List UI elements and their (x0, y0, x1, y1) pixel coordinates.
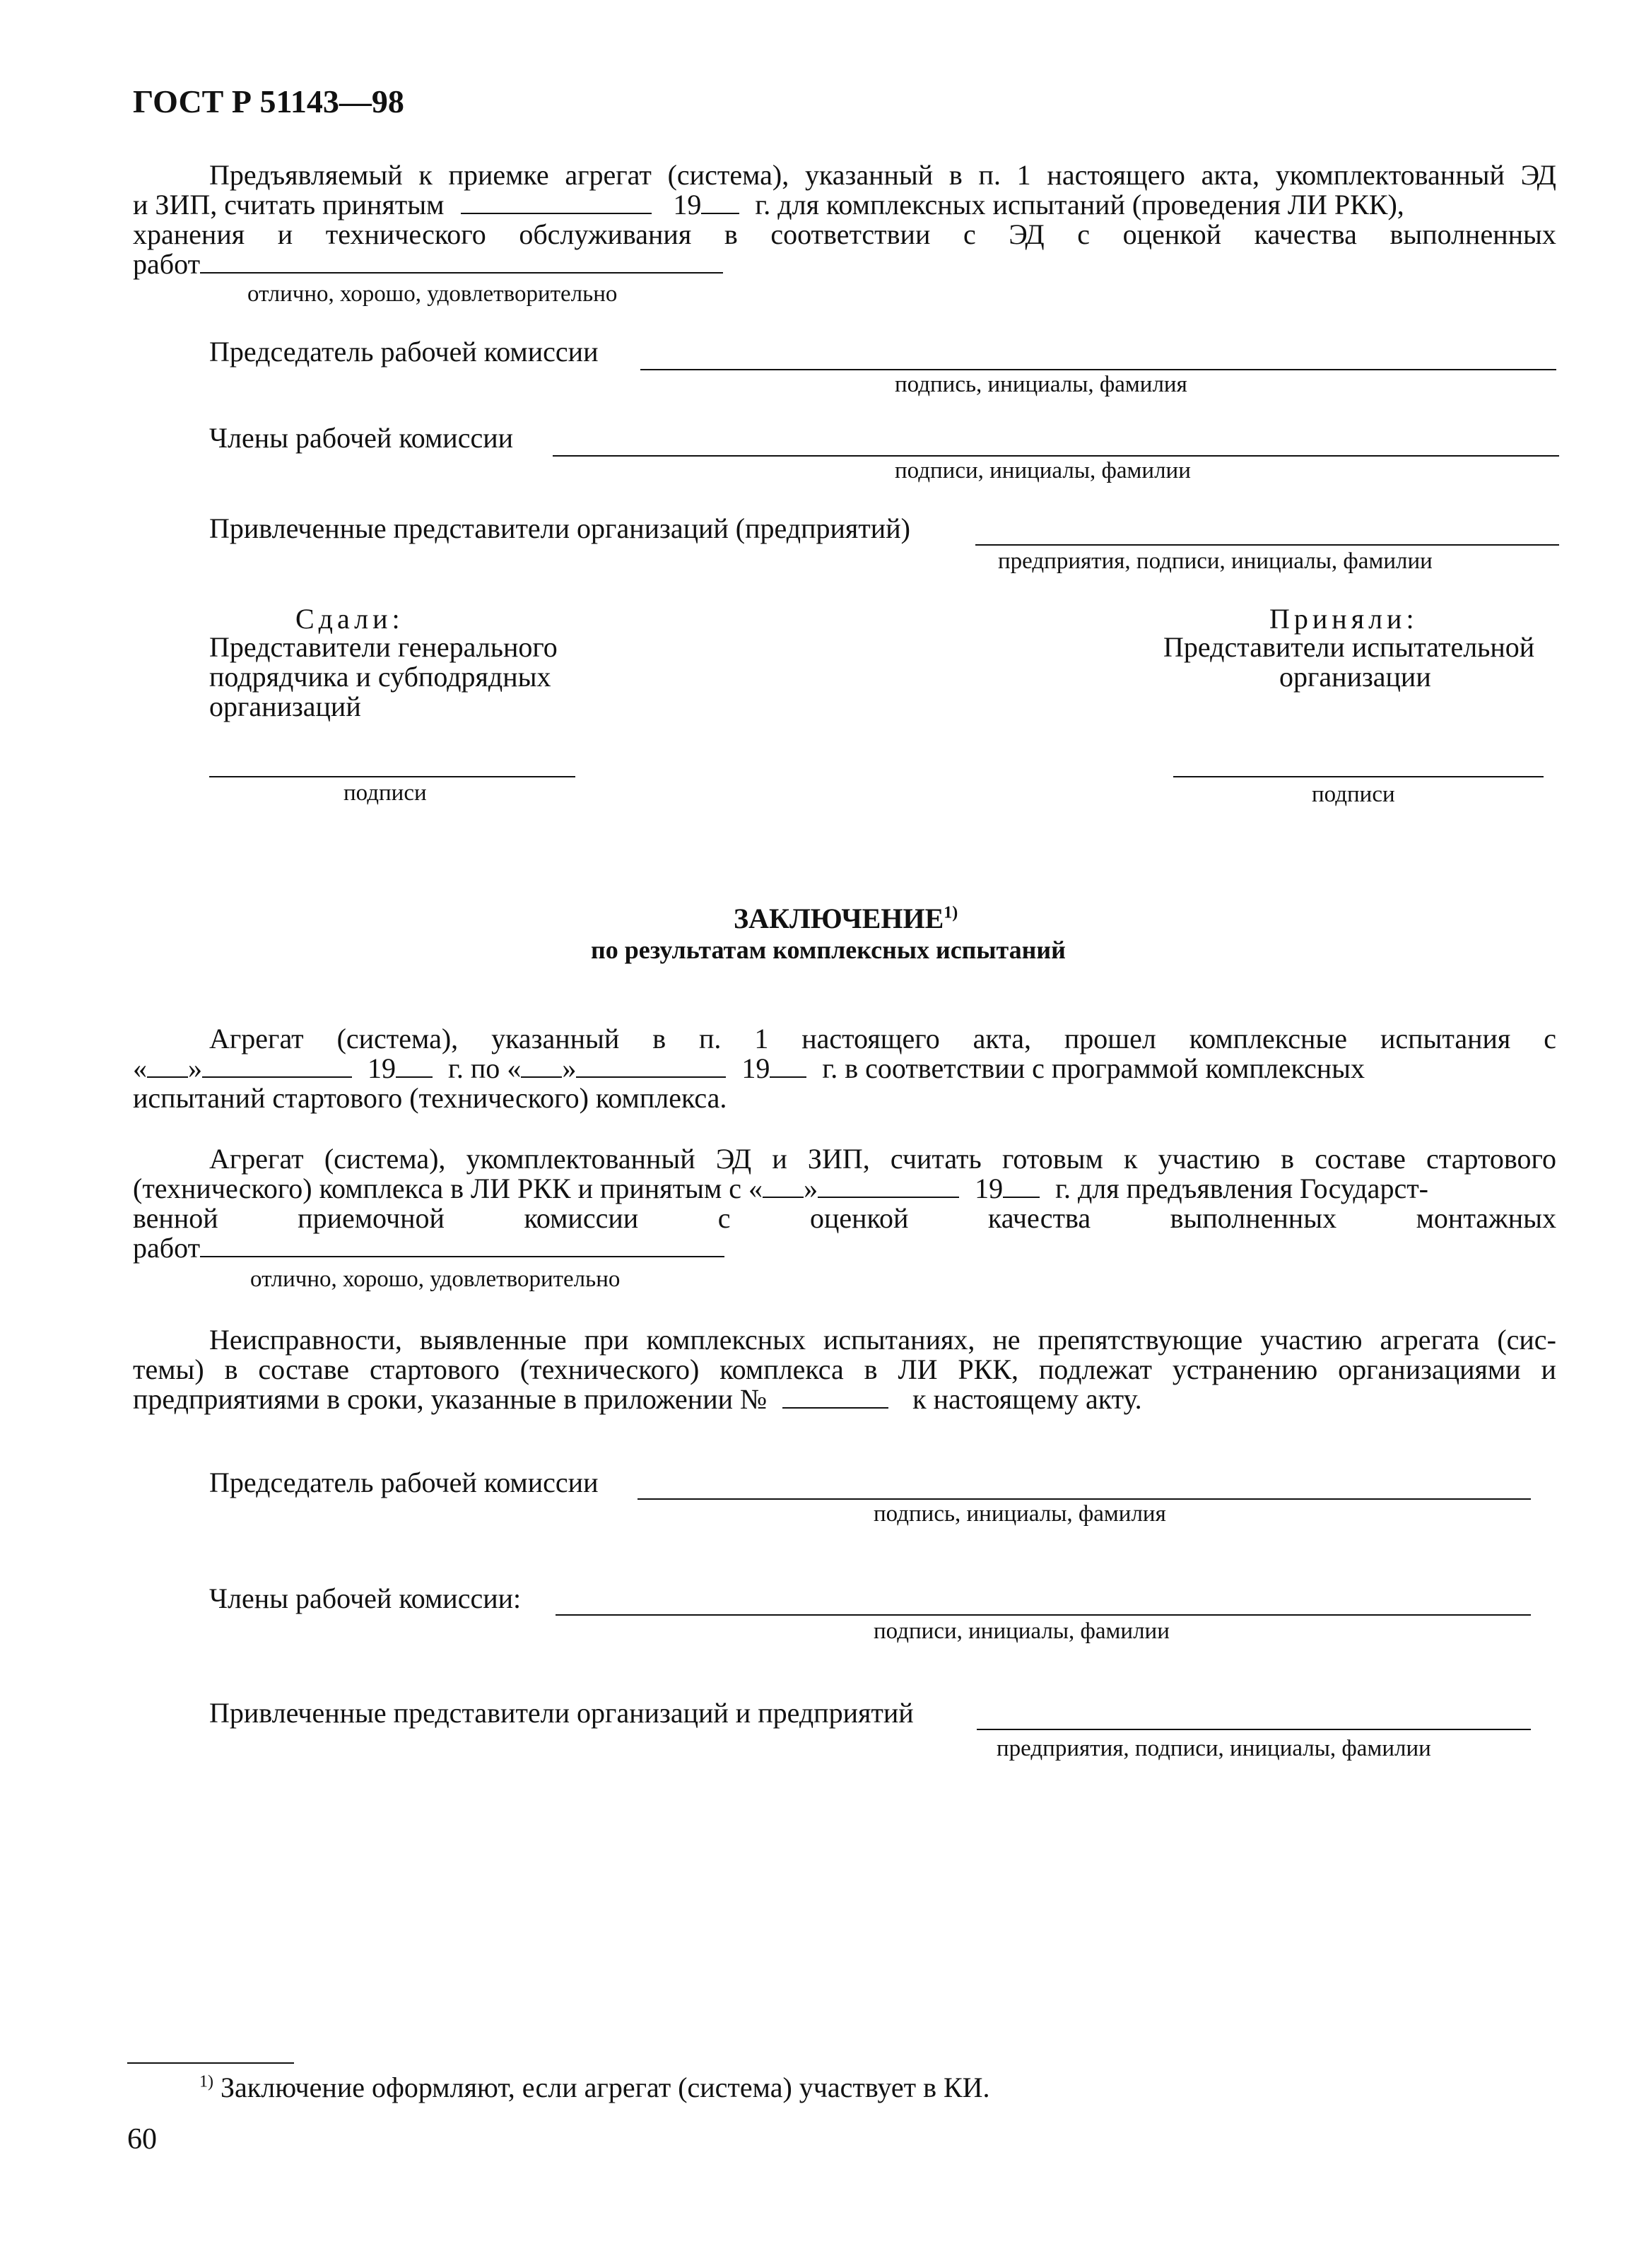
accept-l2c: г. для комплексных испытаний (проведения ЛИ РКК), (755, 189, 1404, 221)
word: подлежат (1038, 1353, 1153, 1385)
month-blank-1[interactable] (202, 1054, 352, 1078)
reps-label: Привлеченные представители организаций (предприятий) (209, 512, 910, 544)
conclusion-title-note: 1) (944, 903, 958, 922)
grade-blank[interactable] (200, 249, 723, 274)
word: стартового (1426, 1143, 1556, 1175)
po-text: г. по (448, 1052, 500, 1084)
conclusion-grade-caption: отлично, хорошо, удовлетворительно (250, 1267, 621, 1292)
word: акта, (973, 1023, 1031, 1054)
conclusion-p1-line-1 (209, 1023, 1556, 1054)
word: оценкой (1122, 218, 1222, 250)
word: и (772, 1143, 787, 1175)
grade-blank-2[interactable] (200, 1233, 724, 1257)
word: и (1541, 1353, 1556, 1385)
word: комплекса (719, 1353, 844, 1385)
reps-caption: предприятия, подписи, инициалы, фамилии (998, 548, 1433, 574)
word: указанный (491, 1023, 620, 1054)
year-prefix-2: 19 (741, 1052, 770, 1084)
conclusion-chair-label: Председатель рабочей комиссии (209, 1467, 599, 1498)
month-blank-3[interactable] (818, 1174, 959, 1198)
year-blank-1[interactable] (396, 1054, 433, 1078)
word: п. (978, 159, 1001, 191)
month-blank-2[interactable] (576, 1054, 726, 1078)
word: считать (890, 1143, 982, 1175)
p2-l2-b: » (804, 1173, 818, 1204)
word: выявленные (419, 1324, 567, 1356)
reps-signature-line[interactable] (975, 544, 1559, 546)
word: настоящего (801, 1023, 940, 1054)
members-signature-line[interactable] (553, 455, 1559, 457)
conclusion-reps-label: Привлеченные представители организаций и предприятий (209, 1697, 914, 1729)
conclusion-members-signature-line[interactable] (556, 1614, 1531, 1616)
word: (система), (336, 1023, 459, 1054)
word: в (724, 218, 738, 250)
footnote-separator (127, 2062, 294, 2064)
word: 1 (754, 1023, 769, 1054)
word: венной (133, 1202, 218, 1234)
accept-line-1 (209, 160, 1556, 191)
page-number: 60 (127, 2123, 157, 2156)
word: агрегат (565, 159, 652, 191)
word: хранения (133, 218, 245, 250)
conclusion-reps-signature-line[interactable] (977, 1729, 1531, 1730)
p2-l2-a: (технического) комплекса в ЛИ РКК и принятым с « (133, 1173, 763, 1204)
word: стартового (369, 1353, 500, 1385)
conclusion-members-label: Члены рабочей комиссии: (209, 1582, 522, 1614)
word: оценкой (809, 1202, 909, 1234)
conclusion-p3-line-3 (133, 1384, 1142, 1415)
year-blank-3[interactable] (1003, 1174, 1040, 1198)
p2-l4: работ (133, 1232, 201, 1264)
word: соответствии (770, 218, 931, 250)
word: испытаниях, (823, 1324, 975, 1356)
word: с (963, 218, 976, 250)
day-blank-3[interactable] (763, 1174, 804, 1198)
word: в (1281, 1143, 1295, 1175)
word: к (1124, 1143, 1138, 1175)
appendix-number-blank[interactable] (782, 1385, 888, 1409)
word: в (652, 1023, 666, 1054)
grade-caption: отлично, хорошо, удовлетворительно (247, 281, 618, 307)
word: качества (1254, 218, 1357, 250)
word: укомплектованный (466, 1143, 695, 1175)
date-blank[interactable] (461, 190, 652, 214)
conclusion-p2-line-3 (133, 1203, 1556, 1234)
word: 1 (1016, 159, 1031, 191)
word: Агрегат (209, 1143, 304, 1175)
word: ЛИ (898, 1353, 938, 1385)
chair-signature-line[interactable] (640, 369, 1556, 370)
word: качества (987, 1202, 1091, 1234)
p3-l3-a: предприятиями в сроки, указанные в приложении № (133, 1383, 768, 1415)
word: выполненных (1389, 218, 1556, 250)
word: Предъявляемый (209, 159, 403, 191)
word: Неисправности, (209, 1324, 402, 1356)
year-prefix-1: 19 (368, 1052, 396, 1084)
word: агрегата (1380, 1324, 1480, 1356)
handover-left-line-3: организаций (209, 691, 361, 722)
handover-right-caption: подписи (1312, 782, 1395, 807)
members-label: Члены рабочей комиссии (209, 422, 514, 454)
word: приемке (448, 159, 549, 191)
handover-left-line-1: Представители генерального (209, 631, 558, 663)
accept-l4: работ (133, 248, 201, 280)
handover-left-line-2: подрядчика и субподрядных (209, 661, 551, 693)
conclusion-p2-line-2 (133, 1173, 1428, 1204)
conclusion-reps-caption: предприятия, подписи, инициалы, фамилии (997, 1736, 1431, 1761)
word: технического (325, 218, 486, 250)
word: прошел (1064, 1023, 1156, 1054)
word: с (717, 1202, 731, 1234)
word: ЭД (715, 1143, 752, 1175)
word: (система), (667, 159, 789, 191)
conclusion-p2-line-1 (209, 1144, 1556, 1175)
quote-open-2: « (507, 1052, 522, 1084)
word: настоящего (1047, 159, 1185, 191)
conclusion-p2-line-4 (133, 1233, 724, 1264)
conclusion-p3-line-2 (133, 1354, 1556, 1385)
quote-close: » (188, 1052, 202, 1084)
word: при (584, 1324, 629, 1356)
word: укомплектованный (1275, 159, 1505, 191)
word: (система), (324, 1143, 446, 1175)
quote-open: « (133, 1052, 147, 1084)
word: с (1544, 1023, 1556, 1054)
word: участию (1260, 1324, 1363, 1356)
word: приемочной (298, 1202, 445, 1234)
footnote-mark: 1) (199, 2072, 213, 2091)
footnote (199, 2072, 990, 2103)
word: обслуживания (519, 218, 692, 250)
word: и (277, 218, 293, 250)
word: комплексные (1189, 1023, 1348, 1054)
word: в (224, 1353, 238, 1385)
word: организациями (1338, 1353, 1521, 1385)
word: (технического) (519, 1353, 700, 1385)
members-caption: подписи, инициалы, фамилии (895, 458, 1191, 483)
day-blank-1[interactable] (147, 1054, 188, 1078)
handover-left-signature-line[interactable] (209, 776, 575, 777)
word: испытания (1380, 1023, 1511, 1054)
word: (сис- (1497, 1324, 1556, 1356)
word: в (864, 1353, 878, 1385)
word: комиссии (524, 1202, 639, 1234)
conclusion-members-caption: подписи, инициалы, фамилии (874, 1618, 1170, 1644)
word: готовым (1001, 1143, 1103, 1175)
conclusion-title-text: ЗАКЛЮЧЕНИЕ (734, 903, 944, 934)
word: Агрегат (209, 1023, 304, 1054)
word: в (948, 159, 963, 191)
word: выполненных (1170, 1202, 1337, 1234)
handover-right-signature-line[interactable] (1173, 776, 1544, 777)
p1-l2-rest: г. в соответствии с программой комплексных (822, 1052, 1365, 1084)
word: участию (1158, 1143, 1261, 1175)
chair-label: Председатель рабочей комиссии (209, 336, 599, 368)
footnote-text: Заключение оформляют, если агрегат (система) участвует в КИ. (221, 2072, 990, 2103)
conclusion-chair-caption: подпись, инициалы, фамилия (874, 1501, 1166, 1527)
word: комплексных (646, 1324, 806, 1356)
word: составе (1315, 1143, 1406, 1175)
conclusion-subtitle: по результатам комплексных испытаний (591, 936, 1066, 964)
word: темы) (133, 1353, 204, 1385)
handover-left-title: Сдали: (295, 603, 404, 635)
word: указанный (804, 159, 934, 191)
word: акта, (1201, 159, 1259, 191)
word: ЗИП, (807, 1143, 870, 1175)
word: монтажных (1416, 1202, 1556, 1234)
word: РКК, (958, 1353, 1018, 1385)
chair-caption: подпись, инициалы, фамилия (895, 372, 1187, 397)
accept-line-3 (133, 219, 1556, 250)
word: устранению (1172, 1353, 1318, 1385)
conclusion-p1-line-2 (133, 1053, 1365, 1084)
word: к (418, 159, 433, 191)
conclusion-p3-line-1 (209, 1324, 1556, 1356)
handover-right-line-1: Представители испытательной (1163, 631, 1535, 663)
day-blank-2[interactable] (521, 1054, 562, 1078)
year-blank-2[interactable] (770, 1054, 806, 1078)
accept-line-4 (133, 249, 723, 280)
conclusion-chair-signature-line[interactable] (638, 1498, 1531, 1500)
p2-l2-d: г. для предъявления Государст- (1055, 1173, 1428, 1204)
word: с (1077, 218, 1091, 250)
accept-l2a: и ЗИП, считать принятым (133, 189, 445, 221)
word: не (992, 1324, 1021, 1356)
accept-line-2 (133, 189, 1404, 221)
quote-close-2: » (562, 1052, 577, 1084)
conclusion-p1-line-3: испытаний стартового (технического) комплекса. (133, 1082, 727, 1114)
word: ЭД (1520, 159, 1556, 191)
word: ЭД (1009, 218, 1045, 250)
handover-right-line-2: организации (1279, 661, 1431, 693)
word: п. (699, 1023, 722, 1054)
handover-right-title: Приняли: (1269, 603, 1418, 635)
document-code: ГОСТ Р 51143—98 (133, 83, 404, 119)
conclusion-title (734, 903, 958, 934)
p3-l3-b: к настоящему акту. (912, 1383, 1142, 1415)
handover-left-caption: подписи (343, 780, 427, 806)
word: составе (258, 1353, 350, 1385)
year-prefix: 19 (673, 189, 702, 221)
year-prefix-3: 19 (975, 1173, 1004, 1204)
word: препятствующие (1038, 1324, 1243, 1356)
year-blank[interactable] (701, 190, 739, 214)
